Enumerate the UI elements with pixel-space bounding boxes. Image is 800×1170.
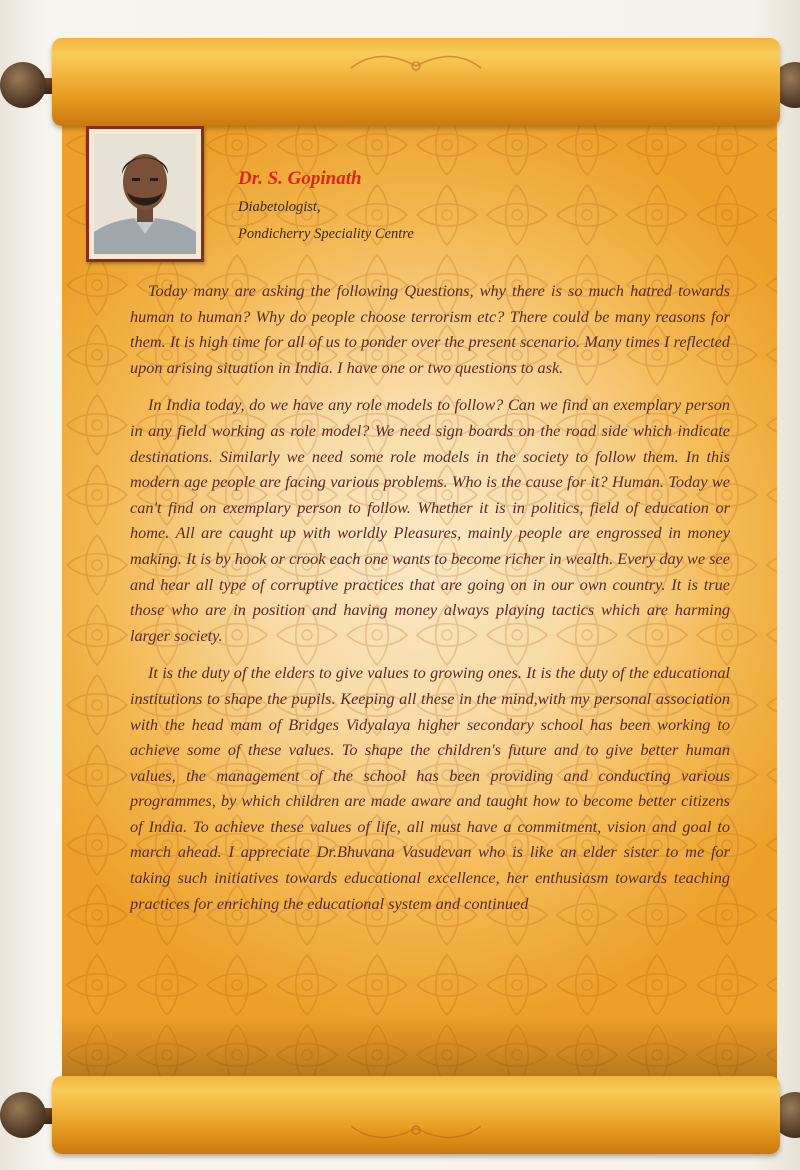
scroll-roller-top	[52, 38, 780, 126]
scroll-roller-bottom	[52, 1076, 780, 1154]
roller-knob-bottom-left	[0, 1092, 46, 1138]
portrait-photo-icon	[94, 134, 196, 254]
article-paragraph-2: In India today, do we have any role models to follow? Can we find an exemplary person in any field working as role model? We need sign boards on the road side which indicate destinations. Similarly we need some role models in the society to follow them. In this modern age people are facing various problems. Who is the cause for it? Human. Today we can't find on exemplary person to follow. Whether it is in politics, field of education or home. All are caught up with worldly Pleasures, mainly people are engrossed in money making. It is by hook or crook each one wants to become richer in wealth. Every day we see and hear all type of corruptive practices that are going on in our own country. It is true those who are in position and having money always playing tactics which are harming larger society.	[130, 395, 730, 645]
author-portrait	[86, 126, 204, 262]
roller-knob-top-left	[0, 62, 46, 108]
article-paragraph-3: It is the duty of the elders to give values to growing ones. It is the duty of the educational institutions to shape the pupils. Keeping all these in the mind,with my personal association with the head mam of Bridges Vidyalaya higher secondary school has been working to achieve some of these values. To shape the children's future and to give better human values, the management of the school has been providing and conducting various programmes, by which children are made aware and taught how to become better citizens of India. To achieve these values of life, all must have a commitment, vision and goal to march ahead. I appreciate Dr.Bhuvana Vasudevan who is like an elder sister to me for taking such initiatives towards educational excellence, her enthusiasm towards teaching practices for enriching the educational system and continued	[130, 663, 730, 913]
article-body	[130, 278, 730, 928]
author-name: Dr. S. Gopinath	[238, 168, 362, 189]
author-designation: Diabetologist,	[238, 199, 321, 215]
author-organization: Pondicherry Speciality Centre	[238, 226, 414, 242]
roller-ornament-icon	[341, 48, 491, 78]
article-paragraph-1: Today many are asking the following Questions, why there is so much hatred towards human to human? Why do people choose terrorism etc? There could be many reasons for them. It is high time for all of us to ponder over the present scenario. Many times I reflected upon arising situation in India. I have one or two questions to ask.	[130, 281, 730, 377]
roller-ornament-icon	[341, 1116, 491, 1146]
